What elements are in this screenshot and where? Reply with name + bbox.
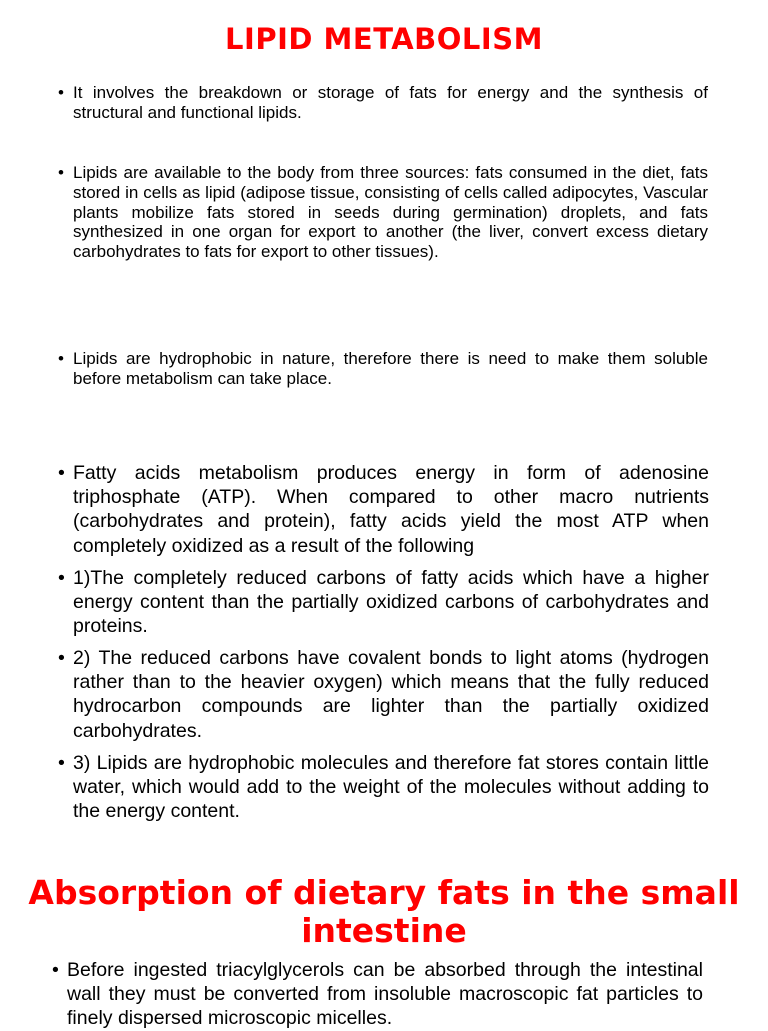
bullet-text: 1)The completely reduced carbons of fatty acids which have a higher energy content than the partially oxidized carbons of carbohydrates and proteins. bbox=[73, 567, 709, 638]
bullet-marker: • bbox=[58, 163, 64, 182]
bullet-text: 2) The reduced carbons have covalent bonds to light atoms (hydrogen rather than to the heavier oxygen) which means that the fully reduced hydrocarbon compounds are lighter than the partially oxidized carbohydrates. bbox=[73, 647, 709, 742]
bullet-text: Fatty acids metabolism produces energy in form of adenosine triphosphate (ATP). When compared to other macro nutrients (carbohydrates and protein), fatty acids yield the most ATP when completely oxidized as a result of the following bbox=[73, 462, 709, 557]
bullet-marker: • bbox=[58, 567, 65, 589]
bullet-text: 3) Lipids are hydrophobic molecules and therefore fat stores contain little water, which would add to the weight of the molecules without adding to the energy content. bbox=[73, 752, 709, 823]
bullet-marker: • bbox=[58, 647, 65, 669]
bullet-marker: • bbox=[58, 462, 65, 484]
bullet-marker: • bbox=[58, 752, 65, 774]
page-title: LIPID METABOLISM bbox=[225, 22, 543, 56]
bullet-marker: • bbox=[58, 83, 64, 102]
bullet-text: It involves the breakdown or storage of fats for energy and the synthesis of structural and functional lipids. bbox=[73, 83, 708, 122]
bullet-text: Before ingested triacylglycerols can be absorbed through the intestinal wall they must be converted from insoluble macroscopic fat particles to finely dispersed microscopic micelles. bbox=[67, 959, 703, 1030]
bullet-text: Lipids are available to the body from three sources: fats consumed in the diet, fats stored in cells as lipid (adipose tissue, consisting of cells called adipocytes, Vascular plants mobilize fats stored in seeds during germination) droplets, and fats synthesized in one organ for export to another (the liver, convert excess dietary carbohydrates to fats for export to other tissues). bbox=[73, 163, 708, 262]
bullet-text: Lipids are hydrophobic in nature, therefore there is need to make them soluble before metabolism can take place. bbox=[73, 349, 708, 388]
bullet-marker: • bbox=[58, 349, 64, 368]
bullet-marker: • bbox=[52, 959, 59, 981]
section-heading: Absorption of dietary fats in the small intestine bbox=[28, 873, 740, 950]
